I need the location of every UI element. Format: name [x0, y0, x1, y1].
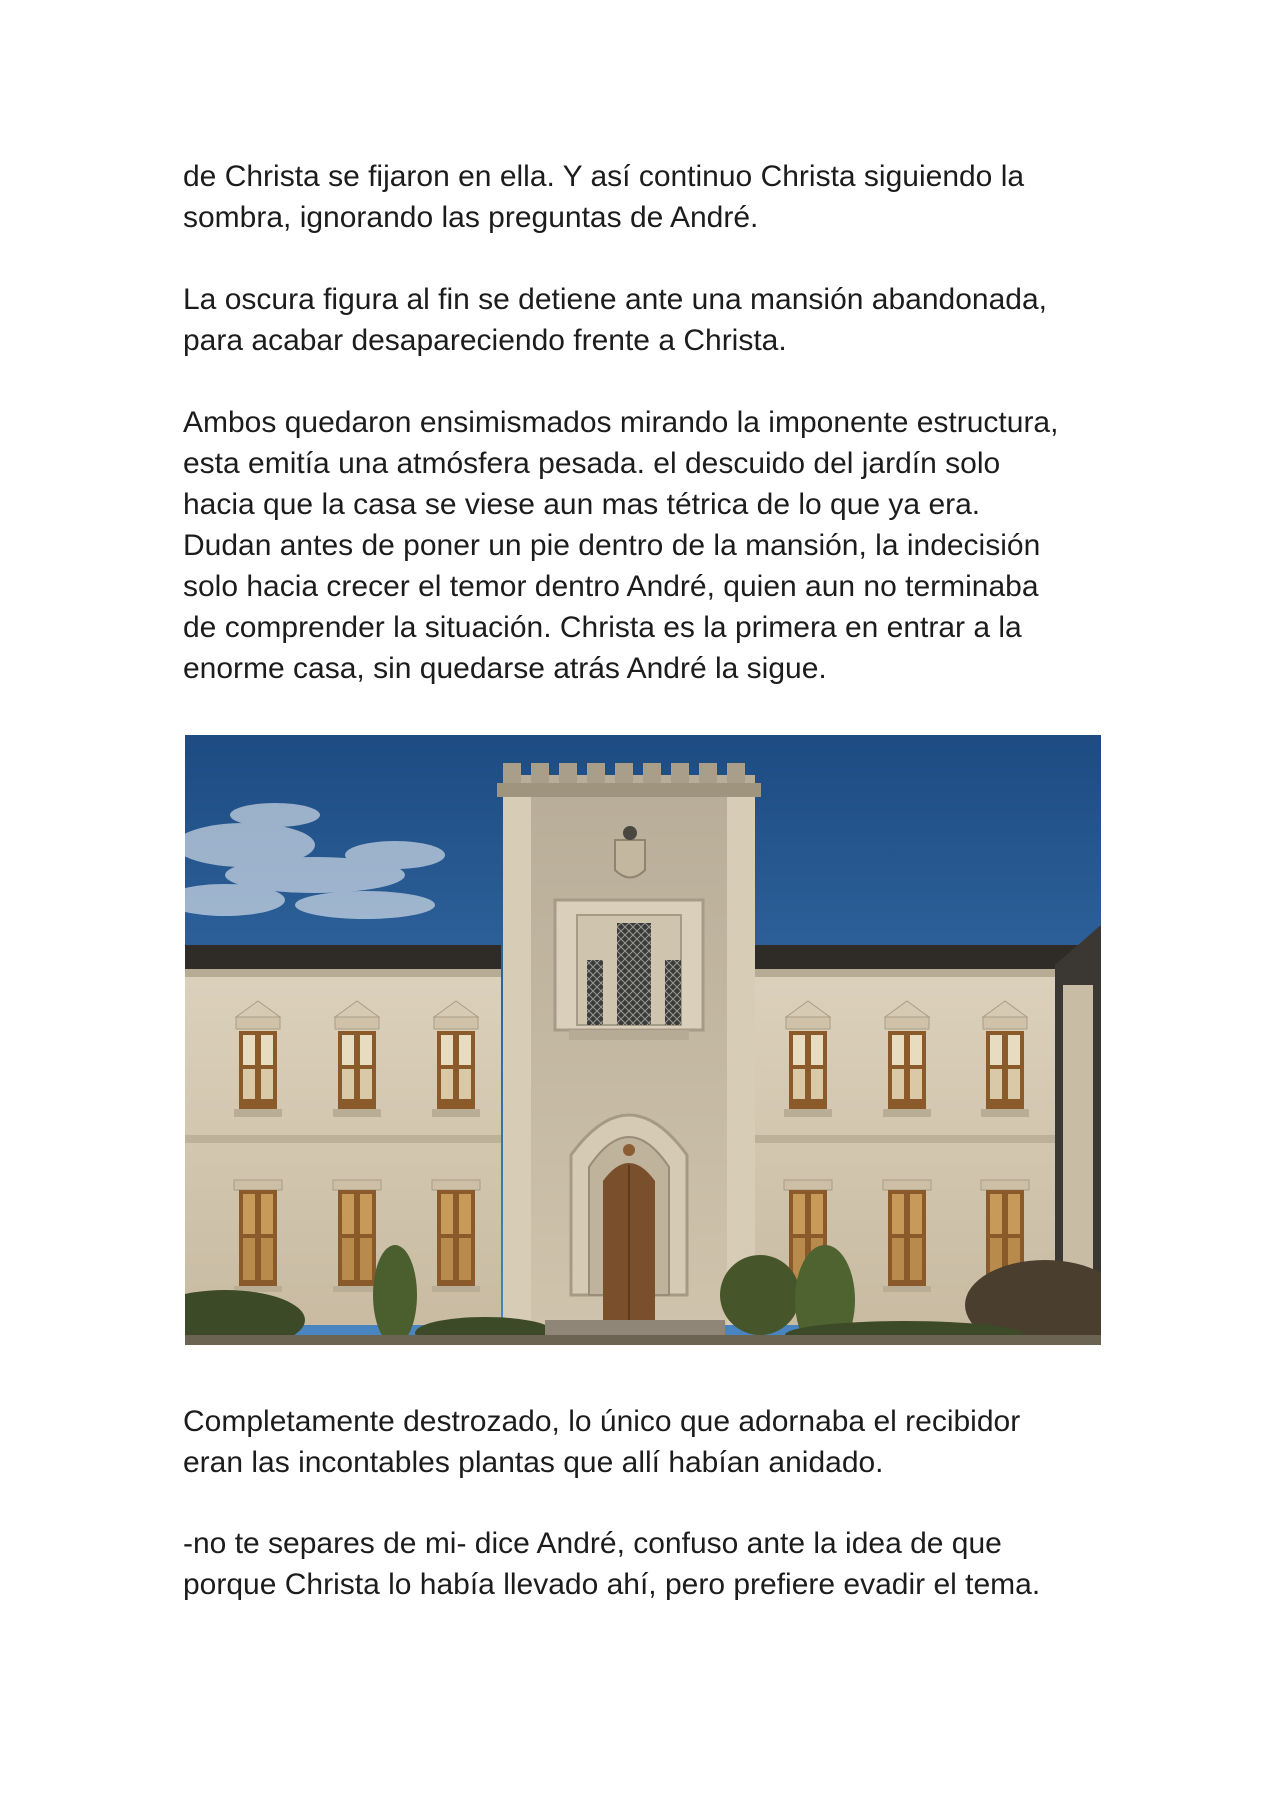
paragraph-5	[183, 1523, 1123, 1605]
paragraph-4	[183, 1401, 1123, 1483]
paragraph-3-line: de comprender la situación. Christa es la primera en entrar a la	[183, 611, 1022, 644]
mansion-photo	[185, 735, 1101, 1345]
paragraph-3-line: Ambos quedaron ensimismados mirando la imponente estructura,	[183, 406, 1059, 439]
paragraph-2-line: para acabar desapareciendo frente a Christa.	[183, 324, 787, 357]
paragraph-4-line: Completamente destrozado, lo único que adornaba el recibidor	[183, 1405, 1021, 1438]
paragraph-1	[183, 156, 1123, 238]
paragraph-2-line: La oscura figura al fin se detiene ante una mansión abandonada,	[183, 283, 1047, 316]
paragraph-3-line: enorme casa, sin quedarse atrás André la sigue.	[183, 652, 827, 685]
paragraph-5-line: -no te separes de mi- dice André, confuso ante la idea de que	[183, 1527, 1002, 1560]
paragraph-3-line: Dudan antes de poner un pie dentro de la mansión, la indecisión	[183, 529, 1041, 562]
paragraph-3-line: solo hacia crecer el temor dentro André, quien aun no terminaba	[183, 570, 1039, 603]
paragraph-5-line: porque Christa lo había llevado ahí, pero prefiere evadir el tema.	[183, 1568, 1041, 1601]
paragraph-1-line: de Christa se fijaron en ella. Y así continuo Christa siguiendo la	[183, 160, 1025, 193]
paragraph-3-line: esta emitía una atmósfera pesada. el descuido del jardín solo	[183, 447, 1001, 480]
paragraph-1-line: sombra, ignorando las preguntas de André.	[183, 201, 759, 234]
paragraph-3-line: hacia que la casa se viese aun mas tétrica de lo que ya era.	[183, 488, 981, 521]
paragraph-2	[183, 279, 1123, 361]
paragraph-4-line: eran las incontables plantas que allí habían anidado.	[183, 1446, 884, 1479]
paragraph-3	[183, 402, 1123, 689]
